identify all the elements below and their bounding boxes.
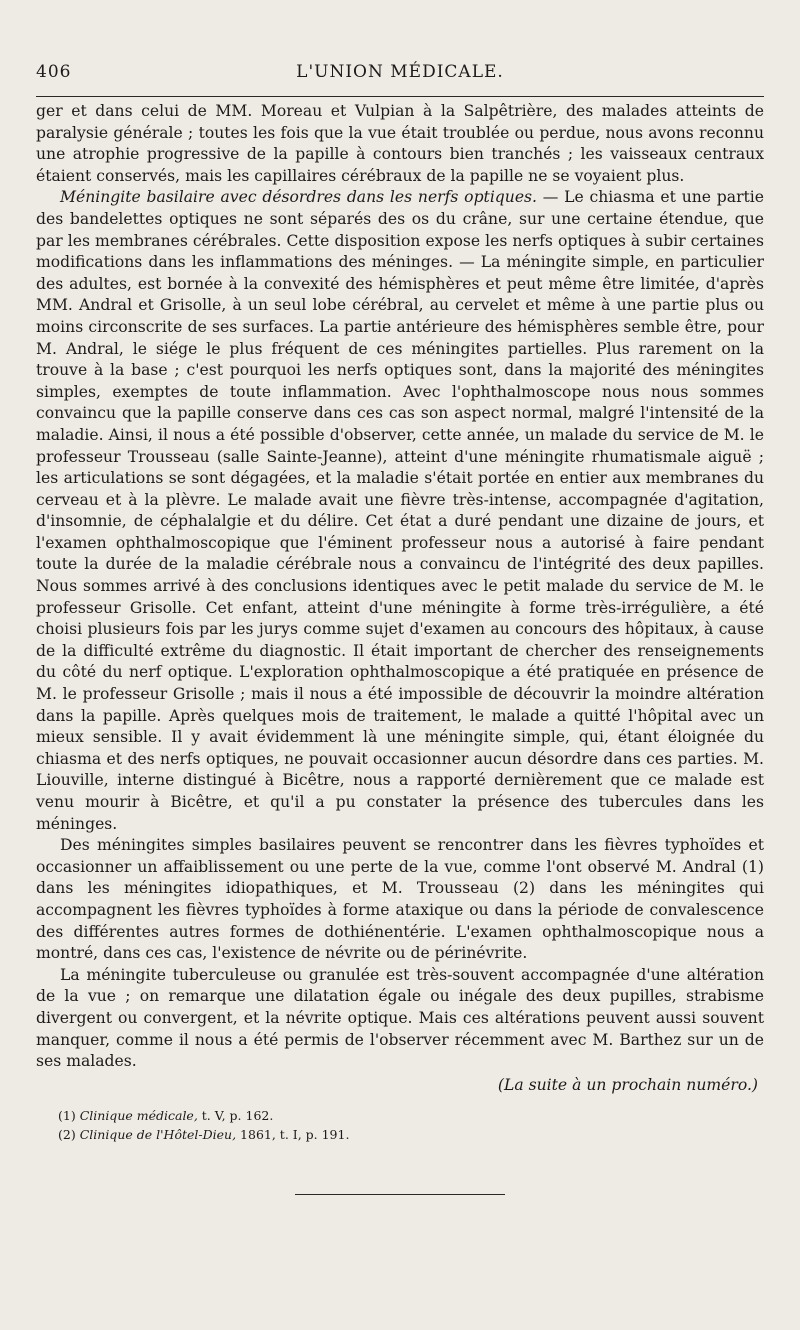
footnote-mark: (2) xyxy=(58,1127,76,1143)
article-body xyxy=(36,101,764,1096)
header-rule xyxy=(36,96,764,97)
paragraph xyxy=(36,101,764,187)
footnote xyxy=(58,1106,764,1125)
section-heading: Méningite basilaire avec désordres dans les nerfs optiques. xyxy=(60,188,538,207)
footnote xyxy=(58,1125,764,1144)
page-header xyxy=(36,62,764,90)
continuation-note: (La suite à un prochain numéro.) xyxy=(497,1075,758,1094)
paragraph-text: La méningite tuberculeuse ou granulée est très-souvent accompagnée d'une altération de la vue ; on remarque une dilatation égale ou inégale des deux pupilles, strabisme divergent ou convergent, et la névrite optique. Mais ces altérations peuvent aussi souvent manquer, comme il nous a été permis de l'observer récemment avec M. Barthez sur un de ses malades. xyxy=(36,965,764,1071)
page-number: 406 xyxy=(36,62,72,82)
footnote-ref: 1861, t. I, p. 191. xyxy=(236,1127,350,1143)
paragraph xyxy=(36,835,764,965)
paragraph-text: Des méningites simples basilaires peuvent se rencontrer dans les fièvres typhoïdes et occasionner un affaiblissement ou une perte de la vue, comme l'ont observé M. Andral (1) dans les méningites idiopathiques, et M. Trousseau (2) dans les méningites qui accompagnent les fièvres typhoïdes à forme ataxique ou dans la période de convalescence des différentes autres formes de dothiénentérie. L'examen ophthalmoscopique nous a montré, dans ces cas, l'existence de névrite ou de périnévrite. xyxy=(36,836,764,963)
footnote-mark: (1) xyxy=(58,1108,76,1124)
footnote-ref: t. V, p. 162. xyxy=(197,1108,274,1124)
footnotes xyxy=(36,1106,764,1144)
footnote-source: Clinique de l'Hôtel-Dieu, xyxy=(79,1127,237,1143)
running-title: L'UNION MÉDICALE. xyxy=(296,62,504,82)
end-rule xyxy=(295,1194,505,1195)
paragraph-text: ger et dans celui de MM. Moreau et Vulpian à la Salpêtrière, des malades atteints de paralysie générale ; toutes les fois que la vue était troublée ou perdue, nous avons reconnu une atrophie progressive de la papille à contours bien tranchés ; les vaisseaux centraux étaient conservés, mais les capillaires cérébraux de la papille ne se voyaient plus. xyxy=(36,102,764,185)
paragraph xyxy=(36,187,764,835)
paragraph-text: — Le chiasma et une partie des bandelettes optiques ne sont séparés des os du crâne, sur une certaine étendue, que par les membranes cérébrales. Cette disposition expose les nerfs optiques à subir certaines modifications dans les inflammations des méninges. — La méningite simple, en particulier des adultes, est bornée à la convexité des hémisphères et peut même être limitée, d'après MM. Andral et Grisolle, à un seul lobe cérébral, au cervelet et même à une partie plus ou moins circonscrite de ses surfaces. La partie antérieure des hémisphères semble être, pour M. Andral, le siége le plus fréquent de ces méningites partielles. Plus rarement on la trouve à la base ; c'est pourquoi les nerfs optiques sont, dans la majorité des méningites simples, exemptes de toute inflammation. Avec l'ophthalmoscope nous nous sommes convaincu que la papille conserve dans ces cas son aspect normal, malgré l'intensité de la maladie. Ainsi, il nous a été possible d'observer, cette année, un malade du service de M. le professeur Trousseau (salle Sainte-Jeanne), atteint d'une méningite rhumatismale aiguë ; les articulations se sont dégagées, et la maladie s'était portée en entier aux membranes du cerveau et à la plèvre. Le malade avait une fièvre très-intense, accompagnée d'agitation, d'insomnie, de céphalalgie et du délire. Cet état a duré pendant une dizaine de jours, et l'examen ophthalmoscopique que l'éminent professeur nous a autorisé à faire pendant toute la durée de la maladie cérébrale nous a convaincu de l'intégrité des deux papilles. Nous sommes arrivé à des conclusions identiques avec le petit malade du service de M. le professeur Grisolle. Cet enfant, atteint d'une méningite à forme très-irrégulière, a été choisi plusieurs fois par les jurys comme sujet d'examen au concours des hôpitaux, à cause de la difficulté extrême du diagnostic. Il était important de chercher des renseignements du côté du nerf optique. L'exploration ophthalmoscopique a été pratiquée en présence de M. le professeur Grisolle ; mais il nous a été impossible de découvrir la moindre altération dans la papille. Après quelques mois de traitement, le malade a quitté l'hôpital avec un mieux sensible. Il y avait évidemment là une méningite simple, qui, étant éloignée du chiasma et des nerfs optiques, ne pouvait occasionner aucun désordre dans ces parties. M. Liouville, interne distingué à Bicêtre, nous a rapporté dernièrement que ce malade est venu mourir à Bicêtre, et qu'il a pu constater la présence des tubercules dans les méninges. xyxy=(36,188,765,833)
footnote-source: Clinique médicale, xyxy=(79,1108,198,1124)
paragraph xyxy=(36,965,764,1073)
